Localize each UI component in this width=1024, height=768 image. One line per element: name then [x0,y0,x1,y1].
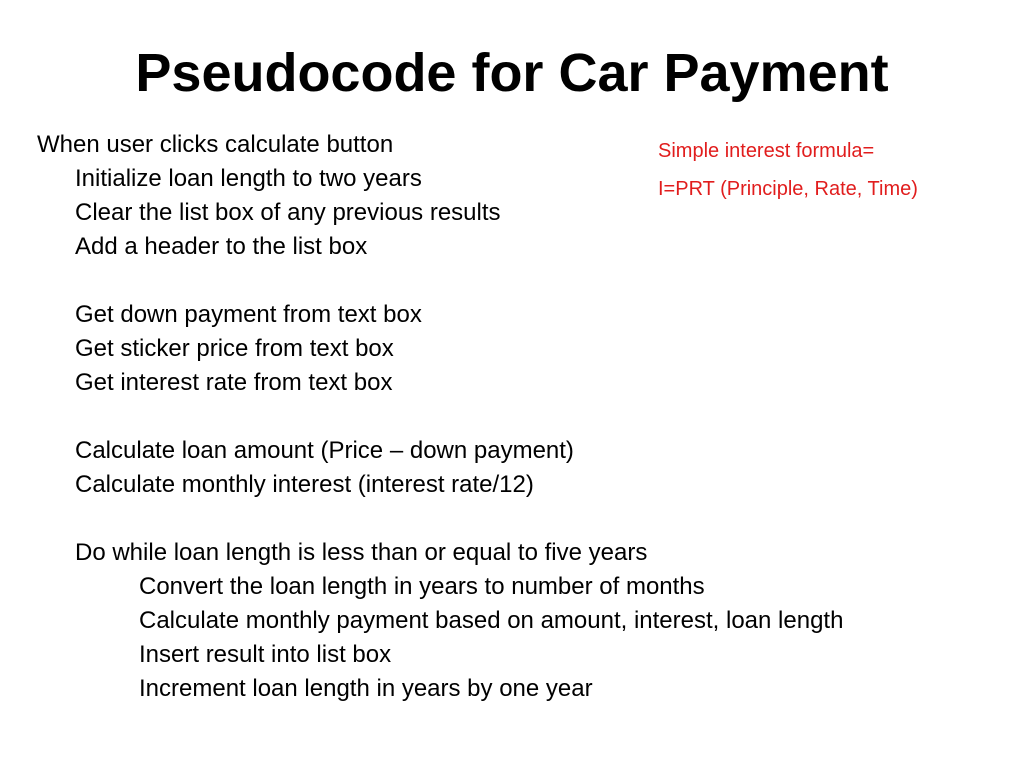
code-line-convert-months: Convert the loan length in years to number of months [139,573,705,600]
code-line-sticker-price: Get sticker price from text box [75,335,394,362]
pseudocode-block [37,128,997,706]
code-line-monthly-interest: Calculate monthly interest (interest rate/12) [75,471,534,498]
code-line-trigger: When user clicks calculate button [37,131,394,158]
code-line-init: Initialize loan length to two years [75,165,422,192]
blank-line [37,502,997,536]
code-line-header: Add a header to the list box [75,233,368,260]
code-line-clear: Clear the list box of any previous results [75,199,501,226]
code-line-insert-result: Insert result into list box [139,641,392,668]
code-line-do-while: Do while loan length is less than or equal to five years [75,539,648,566]
code-line-down-payment: Get down payment from text box [75,301,422,328]
formula-note [658,137,958,213]
formula-note-formula: I=PRT (Principle, Rate, Time) [658,178,918,200]
code-line-loan-amount: Calculate loan amount (Price – down payment) [75,437,574,464]
formula-note-heading: Simple interest formula= [658,140,875,162]
slide-title: Pseudocode for Car Payment [135,43,889,103]
code-line-interest-rate: Get interest rate from text box [75,369,393,396]
code-line-monthly-payment: Calculate monthly payment based on amount, interest, loan length [139,607,844,634]
code-line-increment: Increment loan length in years by one year [139,675,593,702]
blank-line [37,264,997,298]
blank-line [37,400,997,434]
